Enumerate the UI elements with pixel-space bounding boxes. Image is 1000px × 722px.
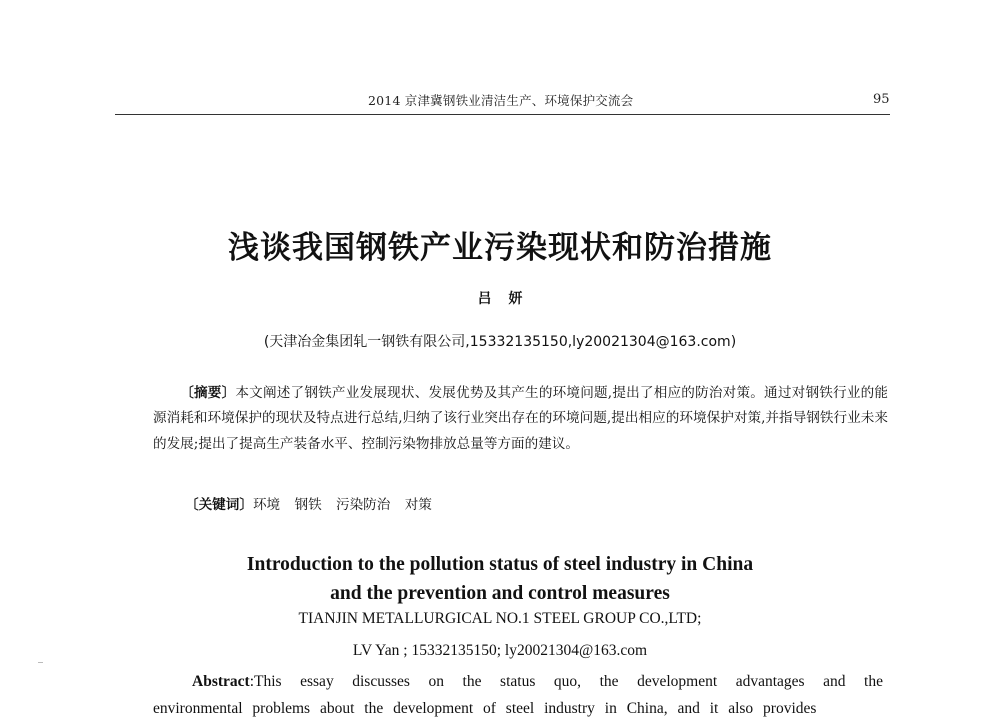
- keyword-item: 污染防治: [336, 497, 391, 513]
- abstract-en: [153, 668, 883, 722]
- paper-title-en: [0, 550, 1000, 608]
- abstract-cn-label: 〔摘要〕: [180, 385, 236, 401]
- author-name-cn: 吕 妍: [477, 291, 523, 307]
- abstract-cn-text: 本文阐述了钢铁产业发展现状、发展优势及其产生的环境问题,提出了相应的防治对策。通过对钢铁行业的能源消耗和环境保护的现状及特点进行总结,归纳了该行业突出存在的环境问题,提出相应的环境保护对策,并指导钢铁行业未来的发展;提出了提高生产装备水平、控制污染物排放总量等方面的建议。: [153, 385, 889, 452]
- paper-title-cn: 浅谈我国钢铁产业污染现状和防治措施: [228, 230, 772, 266]
- keyword-item: 钢铁: [294, 497, 322, 513]
- abstract-cn: [153, 381, 888, 457]
- paper-title-en-line1: Introduction to the pollution status of steel industry in China: [246, 554, 754, 575]
- running-header: 2014 京津冀钢铁业清洁生产、环境保护交流会: [368, 93, 634, 108]
- keyword-item: 对策: [404, 497, 432, 513]
- keywords-cn-label: 〔关键词〕: [185, 497, 253, 513]
- author-line-en: LV Yan ; 15332135150; ly20021304@163.com: [352, 642, 648, 659]
- page-number: 95: [873, 92, 890, 107]
- paper-title-en-line2: and the prevention and control measures: [330, 583, 670, 604]
- keywords-cn: [185, 493, 885, 513]
- keyword-item: 环境: [252, 497, 281, 513]
- scan-margin-mark: [38, 662, 43, 663]
- header-divider: [115, 114, 890, 115]
- abstract-en-label: Abstract: [192, 673, 250, 690]
- affiliation-en: TIANJIN METALLURGICAL NO.1 STEEL GROUP CO.,LTD;: [298, 610, 702, 627]
- abstract-en-text: This essay discusses on the status quo, the development advantages and the environmental problems about the development of steel industry in China, and it also provides: [153, 673, 883, 717]
- affiliation-cn: (天津冶金集团轧一钢铁有限公司,15332135150,ly20021304@163.com): [263, 334, 737, 350]
- abstract-en-separator: :: [249, 673, 254, 690]
